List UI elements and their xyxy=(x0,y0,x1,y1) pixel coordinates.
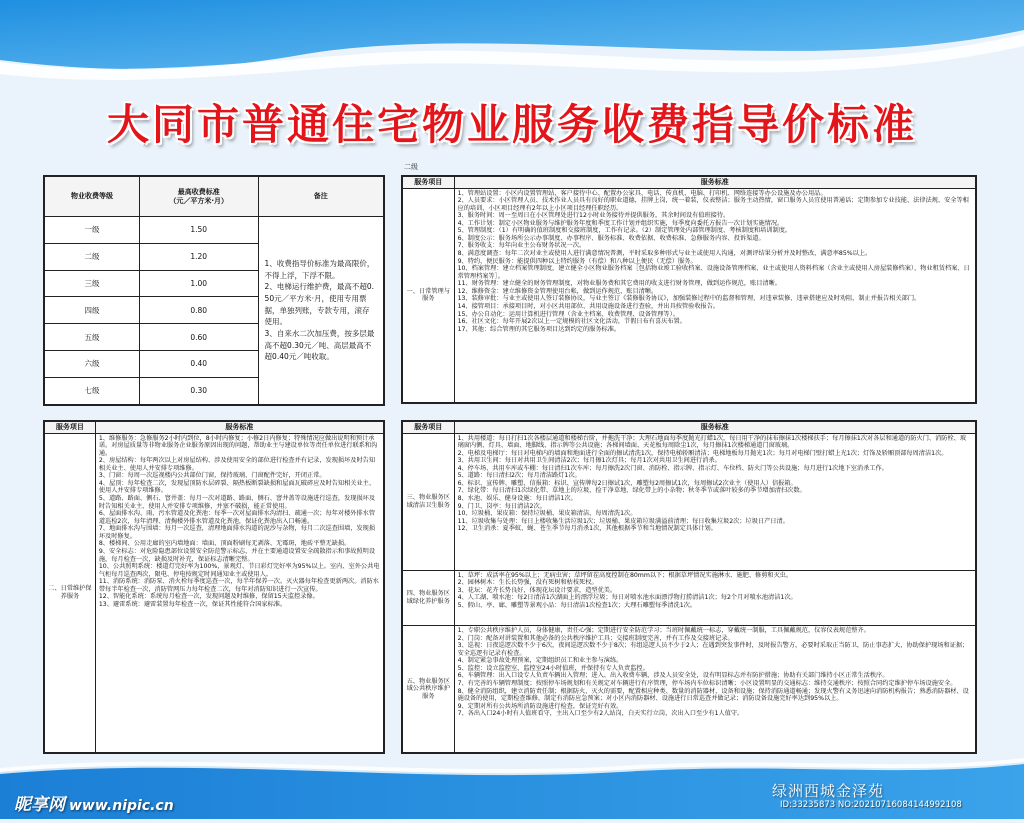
watermark-logo-text: 昵享网 xyxy=(14,795,65,815)
standard-line: 9、特约、便民服务：能提供四种以上特约服务（有偿）和八种以上便民（无偿）服务。 xyxy=(457,257,697,265)
standard-line: 6、标识、宣传牌、雕塑、信报箱：标识、宣传牌每2日擦试1次，雕塑每2周擦试1次，每周擦试2次业主（使用人）信报箱。 xyxy=(457,479,797,487)
fee-price: 0.40 xyxy=(139,351,258,378)
standard-line: 11、垃圾收集与处理：每日上楼收集生活垃圾1次；垃圾桶、果皮箱垃圾满溢前清理；每日收集垃圾2次；垃圾日产日清。 xyxy=(457,517,789,525)
page-title: 大同市普通住宅物业服务收费指导价标准 xyxy=(106,100,917,149)
standard-line: 11、消防系统：消防泵、消火栓每季度巡查一次，每半年保养一次。灭火器每年检查更新两次。消防水带每半年检查一次，消防管网压力每年检查二次，每年对消防知识进行一次宣传。 xyxy=(98,578,379,593)
fee-price: 0.60 xyxy=(139,324,258,351)
standard-line: 1、专职公共秩序维护人员，身体健康，责任心强；定期进行安全防范学习；当班时佩戴统一标志，穿戴统一制服，工具佩戴规范，仪容仪表规范整齐。 xyxy=(457,627,870,634)
standard-line: 7、服务收支：每年向业主公布财务状况一次。 xyxy=(457,242,586,250)
standard-line: 2、房屋结构：每年两次以上对房屋结构、涉及使用安全的部位进行检查并有记录，发现损坏及时告知相关业主、使用人并安排专项维修。 xyxy=(98,457,376,472)
cleaning-service-item: 三、物业服务区域清洁卫生服务 xyxy=(403,433,455,570)
maintenance-table xyxy=(43,420,385,754)
standard-line: 5、监控：设立监控室，监控室24小时值班，并保持有专人负责监控。 xyxy=(457,664,649,672)
area-header-item: 服务项目 xyxy=(403,422,455,434)
standard-line: 8、满意度调查：每年二次对业主或使用人进行满意情况普测，平时采取多种形式与业主或使用人沟通，对测评结果分析并及时整改，满意率85%以上。 xyxy=(457,250,872,258)
standard-line: 8、水池、娱乐、健身设施：每日清洁1次。 xyxy=(457,495,577,503)
standard-line: 1、维修服务：急修服务2小时内到位，8小时内修复；小修2日内修复；特殊情况应做出说明和预计承诺。对房屋质量等非物业服务企业服务原因出现的问题，帮助业主与建设单位等责任单位进行联系和沟通。 xyxy=(98,434,378,457)
standard-line: 17、其他：综合管理的其它服务项目达到约定的服务标准。 xyxy=(457,325,621,333)
fee-grade: 三级 xyxy=(45,270,140,297)
standard-line: 3、门窗：每周一次巡视楼内公共部位门窗，保持玻璃、门窗配件完好，开闭正常。 xyxy=(98,472,326,480)
daily-management-table xyxy=(401,175,977,404)
standard-line: 7、地面排水沟与围墙：每月一次巡查，清理地面排水沟道的泥沙与杂物，每月二次巡查围墙，发现损坏及时修复。 xyxy=(98,525,376,540)
cleaning-service-standard xyxy=(454,433,975,570)
standard-line: 3、共用卫生间：每日对共用卫生间清洁2次；每月擦1次灯具；每月1次对共用卫生间进行消杀。 xyxy=(457,457,721,465)
standard-line: 3、巡视：日夜巡逻次数不少于6次，夜间巡逻次数不少于8次；有组巡逻人员不少于2人；在遇到突发事件时，及时报告警方，必要时采取正当防卫，防止事态扩大，协助保护现场和证据；安全巡逻有记录有检查。 xyxy=(457,642,969,657)
standard-line: 7、有完善的车辆管理制度；按照停车场规划和有关规定对车辆进行有序管理，停车场内车位标识清晰；小区设置明显的交通标志：维持交通秩序；按照合同约定维护停车场设施安全。 xyxy=(457,679,957,687)
fee-price: 1.20 xyxy=(139,243,258,270)
standard-line: 6、制度公示：服务场所公示办事制度、办事程序、服务标准、收费依据、收费标准、急修服务内容、投诉渠道。 xyxy=(457,234,765,242)
fee-standard-table xyxy=(43,175,385,406)
security-service-standard xyxy=(454,626,975,753)
fee-price: 1.00 xyxy=(139,270,258,297)
standard-line: 11、财务管理：建立健全的财务管理制度，对物业服务费和其它费用的收支进行财务管理，做到运作规范，账目清晰。 xyxy=(457,280,781,288)
standard-line: 4、制定紧急事故处理预案，定期组织员工和业主参与演练。 xyxy=(457,657,623,665)
standard-line: 5、道路、路面、侧石、窨井盖：每月一次对道路、路面、侧石、窨井盖等设施进行巡查，发现损坏及时告知相关业主、使用人并安排专项维修，并塞不破损，能正常使用。 xyxy=(98,495,376,510)
standard-line: 7、绿化带：每日清扫1次绿化带、草地上的垃圾，捡干净草地、绿化带上的小杂物；秋冬季节或落叶较多的季节增加清扫次数。 xyxy=(457,487,806,495)
fee-header-price: 最高收费标准 （元／平方米·月） xyxy=(139,177,258,217)
standard-line: 9、定期对所有公共场所消防设施进行检查，保证完好有效。 xyxy=(457,702,623,710)
fee-grade: 四级 xyxy=(45,297,140,324)
standard-line: 4、人工湖、喷水池：每2日清洁1次湖面上的漂浮垃圾；每日对喷水池水面漂浮物打捞清洁1次；每2个月对喷水池清洁1次。 xyxy=(457,594,797,602)
standard-line: 4、工作计划：制定小区物业服务与维护服务年度和季度工作计划并组织实施，每季度向委托方报告一次计划实施情况。 xyxy=(457,219,784,227)
service-level-label: 二级 xyxy=(404,163,418,171)
daily-service-item: 一、日常管理与服务 xyxy=(403,188,455,402)
fee-header-grade: 物业收费等级 xyxy=(45,177,140,217)
standard-line: 13、装修审批：与业主或使用人签订装修协议，与业主签订《装修服务协议》，加强装修过程中的监督和管理，对违章装修、违章搭建应及时劝阻，制止并报告相关部门。 xyxy=(457,295,921,303)
standard-line: 9、安全标志：对危险隐患部位设置安全防范警示标志，并在主要通道设置安全疏散指示和事故照明设施，每月检查一次，缺损及时补充，保证标志清晰完整。 xyxy=(98,547,376,563)
fee-price: 0.80 xyxy=(139,297,258,324)
standard-line: 15、办公自动化：运用计算机进行管理（含业主档案、收费管理、设备管理等）。 xyxy=(457,310,679,318)
standard-line: 2、园林树木：生长长势强，没有死树和枯枝死杈。 xyxy=(457,579,598,587)
standard-line: 13、避雷系统：避雷装置每年检查一次，保证其性能符合国家标准。 xyxy=(98,600,287,608)
standard-line: 8、健全消防组织，建立消防责任制；根据防火、灭火的需要，配置相应种类、数量的消防器材、设备和设施；保持消防通道畅通；发现火警有义务迅速向消防机构报告；熟悉消防器材、设施设备的使用，定期检查维修，制定有消防应急预案；对小区内消防器材、设施进行日常巡查并做记录；消防设备设施完好率达到95%以上。 xyxy=(457,687,969,703)
standard-line: 12、维修资金：建立维修资金管理使用台帐，做到运作规范，账目清晰。 xyxy=(457,287,658,295)
standard-line: 6、屋面排水沟、雨、污水管道及化粪池：每季一次对屋面排水沟清扫、疏通一次；每年对楼外排水管道巡检2次，每年清理、清掏楼外排水管道及化粪池，保证化粪池出入口畅通。 xyxy=(98,510,376,525)
fee-grade: 五级 xyxy=(45,324,140,351)
fee-notes xyxy=(258,217,383,405)
daily-service-standard xyxy=(454,188,975,402)
standard-line: 3、服务时间：周一至周日在小区管理处进行12小时业务接待并提供服务，其余时间设有值班接待。 xyxy=(457,212,730,220)
fee-grade: 二级 xyxy=(45,243,140,270)
header-banner xyxy=(0,0,1024,95)
greening-service-standard xyxy=(454,570,975,625)
maint-service-item: 二、日常维护保养服务 xyxy=(45,433,96,752)
security-service-item: 五、物业服务区域公共秩序维护服务 xyxy=(403,626,455,753)
standard-line: 14、接管项目：承接项目时，对小区共用部位、共用设施设备进行查验，并出具按管验收报告。 xyxy=(457,302,720,310)
daily-header-standard: 服务标准 xyxy=(454,177,975,189)
standard-line: 5、管理制度：（1）有明确的值班制度和交接班制度，工作有记录。（2）制定管理处内部管理制度、考核制度和培训制度。 xyxy=(457,227,792,235)
standard-line: 5、道路：每日清扫2次；每月清洁路灯1次。 xyxy=(457,472,581,480)
standard-line: 2、电梯及电梯厅：每日对电梯内的墙面和地面进行全面的擦试清洗1次，保持电梯轿厢清洁；电梯地板每月抛光1次；每月对电梯门壁打蜡上光1次；灯饰及轿厢顶部每周清洁1次。 xyxy=(457,449,948,457)
daily-header-item: 服务项目 xyxy=(403,177,455,189)
watermark-logo xyxy=(14,790,174,815)
standard-line: 6、车辆管理：出入口设专人负责车辆出入管理；进入、出入收费车辆，涉及人员安全处，设有明显标志并有防护措施；协助有关部门维持小区正常生活秩序。 xyxy=(457,672,889,680)
standard-line: 9、门卫、岗亭：每日清洁2次。 xyxy=(457,502,546,510)
fee-grade: 一级 xyxy=(45,217,140,244)
image-id-watermark: ID:33235873 NO:20210716084144992108 xyxy=(780,800,962,810)
standard-line: 4、屋顶：每年检查二次，发现屋顶防水层碎裂、隔热板断裂缺损和屋面瓦破碎应及时告知相关业主、使用人并安排专项维修。 xyxy=(98,479,376,495)
fee-header-notes: 备注 xyxy=(258,177,383,217)
fee-note: 2、电梯运行维护费，最高不超0.50元／平方米·月，使用专用票据，单独列账，专款专用，滚存使用。 xyxy=(264,282,374,327)
standard-line: 2、人员要求：小区管理人员、技术作业人员具有良好的职业道德，挂牌上岗，统一着装，仪表整洁；服务主动热情，窗口服务人员宜使用普通话；定期参加专业技能、法律法规、安全等相应的培训，小区项目经理有2年以上小区项目经理任职经历。 xyxy=(457,197,969,212)
standard-line: 1、草坪：成活率在95%以上；无病虫害；草坪留茬高度控制在80mm以下；根据草坪情况实施淋水、施肥、修剪和灭虫。 xyxy=(457,571,793,579)
maint-service-standard xyxy=(95,433,383,752)
standard-line: 10、档案管理：建立档案管理制度，建立健全小区物业服务档案［包括物业竣工验收档案、设施设备管理档案、业主或使用人资料档案（含业主或使用人房屋装修档案）、物业租赁档案、日常管理档案等］。 xyxy=(457,265,970,280)
standard-line: 7、各出入口24小时有人值班看守，主出入口至少有2人站岗，白天实行立岗，次出入口至少有1人值守。 xyxy=(457,710,744,718)
standard-line: 10、垃圾桶、果皮箱：保持垃圾桶、果皮箱清洁，每周清洗1次。 xyxy=(457,510,637,518)
standard-line: 1、共用楼道：每日打扫1次各楼层通道和楼梯台阶，并拖洗干净；大理石地面每季度抛光打蜡1次，每日用干净的抹布擦抹1次楼梯扶手；每月擦抹1次对各层和通道的防火门、消防栓、玻璃窗内侧、灯具、墙面、地脚线、指示牌等公共设施；各梯间墙面、天花板每周除尘1次，每月擦抹1次楼梯通道门窗玻璃。 xyxy=(457,434,967,450)
fee-price: 0.30 xyxy=(139,377,258,404)
standard-line: 1、管理站设置：小区内设置管理站，客户接待中心、配置办公家具、电话、传真机、电脑、打印机、网络连接等办公设施及办公用品。 xyxy=(457,189,827,197)
header-wave-decoration xyxy=(0,0,1024,95)
fee-grade: 七级 xyxy=(45,377,140,404)
standard-line: 10、公共照明系统：楼道灯完好率为100%，景观灯、节日彩灯完好率为95%以上。室内、室外公共电气柜每月巡查两次，限电、停电按规定时间通知业主或使用人。 xyxy=(98,563,380,578)
standard-line: 16、社区文化：每年开展2次以上一定规模的社区文化活动，节假日布有喜庆布置。 xyxy=(457,318,686,326)
fee-grade: 六级 xyxy=(45,351,140,378)
watermark-url: www.nipic.cn xyxy=(69,798,174,814)
standard-line: 2、门岗：配备对讲装置和其他必备的公共秩序维护工具；交接班制度完善，并有工作及交接班记录。 xyxy=(457,634,734,642)
area-header-standard: 服务标准 xyxy=(454,422,975,434)
maint-header-standard: 服务标准 xyxy=(95,422,383,434)
standard-line: 3、花坛：花卉长势良好，体现花坛设计要求，造型优美。 xyxy=(457,586,617,594)
standard-line: 5、假山、亭、廊、雕塑等景观小品：每日清洁1次检查1次；大理石雕塑每季清洗1次。 xyxy=(457,601,697,609)
standard-line: 12、智能化系统：系统每月检查一次，发现问题及时维修，保留15天监控录像。 xyxy=(98,593,319,601)
standard-line: 4、停车场、共用车库或车棚：每日清扫1次车库；每月擦洗2次门窗、消防栓、指示牌、指示灯、车位档、防火门等公共设施；每月进行1次地下室消杀工作。 xyxy=(457,464,888,472)
standard-line: 8、楼梯间、公用走廊的室内墙地面：墙面、顶面粉刷每无剥落、无霉斑，地砖平整无缺损。 xyxy=(98,540,351,548)
area-services-table xyxy=(401,420,977,754)
fee-price: 1.50 xyxy=(139,217,258,244)
greening-service-item: 四、物业服务区域绿化养护服务 xyxy=(403,570,455,625)
brand-name: 绿洲西城金泽苑 xyxy=(772,782,885,800)
maint-header-item: 服务项目 xyxy=(45,422,96,434)
standard-line: 12、卫生消杀：夏季蚊、蝇、苍生季节每月消杀1次，其他根据季节和当地情况制定具体计划。 xyxy=(457,525,717,533)
fee-note: 3、自来水二次加压费，按多层最高不超0.30元／吨、高层最高不超0.40元／吨收取。 xyxy=(264,328,375,362)
fee-note: 1、收费指导价标准为最高限价，不得上浮，下浮不限。 xyxy=(264,259,375,280)
